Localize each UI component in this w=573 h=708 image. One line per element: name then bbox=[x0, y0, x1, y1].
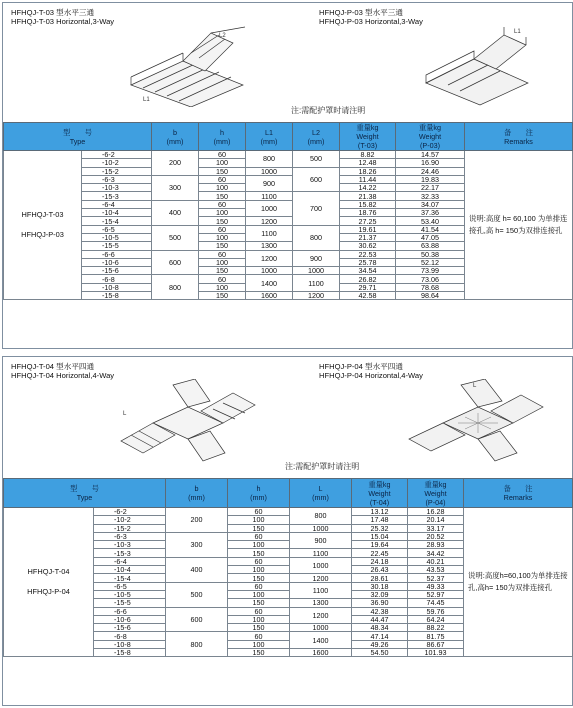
tee-tray-drawing bbox=[408, 25, 538, 107]
table-cell: -10-8 bbox=[82, 283, 152, 291]
type-cell bbox=[4, 151, 82, 300]
col-weight-p-header bbox=[396, 123, 465, 151]
header-text: b bbox=[194, 484, 199, 493]
table-cell: 100 bbox=[199, 184, 246, 192]
table-cell: 1000 bbox=[290, 557, 352, 574]
col-l1-header bbox=[246, 123, 293, 151]
table-cell: 47.05 bbox=[396, 233, 465, 241]
title-left-en: HFHQJ-T-03 Horizontal,3-Way bbox=[11, 17, 115, 26]
table-cell: 1100 bbox=[246, 225, 293, 242]
table-cell: 37.36 bbox=[396, 209, 465, 217]
table-cell: 150 bbox=[228, 574, 290, 582]
header-text: 备 注 bbox=[504, 127, 533, 137]
header-text: Weight bbox=[356, 132, 379, 141]
header-text: (mm) bbox=[213, 136, 231, 146]
table-cell: 60 bbox=[228, 582, 290, 590]
table-cell: 700 bbox=[293, 192, 340, 225]
table-cell: 1200 bbox=[293, 292, 340, 300]
table-cell: 800 bbox=[166, 632, 228, 657]
table-cell: -15-5 bbox=[82, 242, 152, 250]
table-cell: 26.82 bbox=[340, 275, 396, 283]
type-label: HFHQJ-T-03 bbox=[21, 210, 64, 220]
table-cell: -6-8 bbox=[82, 275, 152, 283]
table-cell: 26.43 bbox=[352, 566, 408, 574]
table-cell: 60 bbox=[228, 607, 290, 615]
header-text: (mm) bbox=[250, 493, 267, 502]
table-cell: 1000 bbox=[246, 200, 293, 217]
header-text: 重量kg bbox=[356, 123, 379, 132]
table-cell: -6-4 bbox=[94, 557, 166, 565]
table-cell: -6-6 bbox=[94, 607, 166, 615]
label-l-right: L bbox=[473, 383, 477, 389]
table-cell: 73.99 bbox=[396, 267, 465, 275]
title-right bbox=[319, 8, 423, 26]
table-cell: -10-6 bbox=[94, 615, 166, 623]
remark-cell-4way: 说明:高度h=60,100为单排连接孔,高h= 150为双排连接孔 bbox=[464, 508, 573, 657]
header-text: (P-04) bbox=[425, 497, 446, 507]
table-cell: 50.38 bbox=[396, 250, 465, 258]
table-cell: 54.50 bbox=[352, 649, 408, 657]
table-cell: 1300 bbox=[246, 242, 293, 250]
table-cell: 60 bbox=[228, 508, 290, 516]
table-cell: 81.75 bbox=[408, 632, 464, 640]
table-cell: 49.33 bbox=[408, 582, 464, 590]
table-cell: 47.14 bbox=[352, 632, 408, 640]
table-cell: 1600 bbox=[246, 292, 293, 300]
table-cell: 20.52 bbox=[408, 532, 464, 540]
table-cell: 25.78 bbox=[340, 258, 396, 266]
table-cell: 73.06 bbox=[396, 275, 465, 283]
col-remarks-header-4way bbox=[464, 479, 573, 508]
header-text: b bbox=[173, 127, 178, 137]
table-cell: 150 bbox=[199, 192, 246, 200]
table-cell: 1400 bbox=[290, 632, 352, 649]
table-cell: 150 bbox=[228, 599, 290, 607]
header-text: 重量kg bbox=[424, 479, 447, 489]
table-cell: 400 bbox=[152, 200, 199, 225]
table-cell: 101.93 bbox=[408, 649, 464, 657]
table-cell: 60 bbox=[199, 200, 246, 208]
col-weight-t-header-4way bbox=[352, 479, 408, 508]
table-cell: 19.64 bbox=[352, 541, 408, 549]
table-cell: -15-4 bbox=[82, 217, 152, 225]
table-cell: -10-3 bbox=[82, 184, 152, 192]
header-text: 重量kg bbox=[368, 479, 391, 489]
panel-3way bbox=[2, 2, 573, 349]
table-cell: 28.61 bbox=[352, 574, 408, 582]
header-text: 重量kg bbox=[419, 123, 441, 132]
table-cell: 600 bbox=[166, 607, 228, 632]
type-label: HFHQJ-P-04 bbox=[27, 587, 70, 597]
table-cell: -6-3 bbox=[94, 532, 166, 540]
table-cell: 74.45 bbox=[408, 599, 464, 607]
table-cell: 1100 bbox=[290, 549, 352, 557]
table-cell: 1000 bbox=[290, 524, 352, 532]
table-cell: -10-2 bbox=[94, 516, 166, 524]
table-cell: 15.82 bbox=[340, 200, 396, 208]
table-cell: 100 bbox=[228, 541, 290, 549]
type-label: HFHQJ-T-04 bbox=[27, 567, 70, 577]
table-cell: 21.38 bbox=[340, 192, 396, 200]
title-right-4way: HFHQJ-P-04 型水平四通 HFHQJ-P-04 Horizontal,4-Way bbox=[319, 362, 423, 380]
label-l1-right: L1 bbox=[514, 29, 521, 35]
table-cell: 40.21 bbox=[408, 557, 464, 565]
table-cell: 18.26 bbox=[340, 167, 396, 175]
table-cell: 41.54 bbox=[396, 225, 465, 233]
table-cell: 800 bbox=[290, 508, 352, 525]
table-cell: 63.88 bbox=[396, 242, 465, 250]
title-right-cn: HFHQJ-P-03 型水平三通 bbox=[319, 8, 403, 17]
table-cell: -15-8 bbox=[94, 649, 166, 657]
table-cell: 150 bbox=[228, 524, 290, 532]
table-cell: -15-2 bbox=[82, 167, 152, 175]
table-cell: 17.48 bbox=[352, 516, 408, 524]
header-text: Weight bbox=[368, 488, 391, 498]
table-cell: 100 bbox=[228, 640, 290, 648]
table-cell: 8.82 bbox=[340, 151, 396, 159]
table-cell: -6-2 bbox=[94, 508, 166, 516]
table-row bbox=[4, 151, 573, 159]
title-right-en: HFHQJ-P-03 Horizontal,3-Way bbox=[319, 17, 423, 26]
col-l2-header bbox=[293, 123, 340, 151]
table-cell: 150 bbox=[199, 292, 246, 300]
table-cell: -10-4 bbox=[94, 566, 166, 574]
table-cell: 600 bbox=[152, 250, 199, 275]
table-cell: 1100 bbox=[246, 192, 293, 200]
table-cell: 14.22 bbox=[340, 184, 396, 192]
table-cell: 11.44 bbox=[340, 175, 396, 183]
table-cell: 1200 bbox=[290, 607, 352, 624]
table-cell: 100 bbox=[199, 283, 246, 291]
table-cell: 100 bbox=[228, 516, 290, 524]
table-cell: 1100 bbox=[293, 275, 340, 292]
table-cell: 22.45 bbox=[352, 549, 408, 557]
table-cell: 32.33 bbox=[396, 192, 465, 200]
table-cell: 27.25 bbox=[340, 217, 396, 225]
remark-cell: 说明:高度 h= 60,100 为单排连接孔,高 h= 150为双排连接孔 bbox=[465, 151, 573, 300]
table-cell: 30.18 bbox=[352, 582, 408, 590]
table-cell: 34.42 bbox=[408, 549, 464, 557]
table-cell: -15-8 bbox=[82, 292, 152, 300]
panel-4way bbox=[2, 356, 573, 706]
table-cell: 64.24 bbox=[408, 615, 464, 623]
header-text: 型 号 bbox=[70, 484, 99, 493]
table-cell: 52.97 bbox=[408, 590, 464, 598]
table-cell: 150 bbox=[228, 624, 290, 632]
table-cell: 30.62 bbox=[340, 242, 396, 250]
table-cell: 1000 bbox=[290, 624, 352, 632]
table-cell: 200 bbox=[166, 508, 228, 533]
header-text: L1 bbox=[265, 127, 274, 137]
header-text: L bbox=[318, 484, 323, 493]
table-cell: 800 bbox=[293, 225, 340, 250]
table-cell: 42.58 bbox=[340, 292, 396, 300]
table-cell: 1200 bbox=[246, 217, 293, 225]
type-cell-4way bbox=[4, 508, 94, 657]
table-cell: -15-4 bbox=[94, 574, 166, 582]
table-cell: 52.37 bbox=[408, 574, 464, 582]
header-text: (mm) bbox=[188, 493, 205, 502]
table-cell: 13.12 bbox=[352, 508, 408, 516]
spec-table-4way bbox=[3, 478, 573, 657]
cross-tray-drawing bbox=[403, 379, 548, 463]
table-cell: 900 bbox=[246, 175, 293, 192]
title-left bbox=[11, 8, 114, 26]
table-cell: 500 bbox=[152, 225, 199, 250]
table-cell: 19.61 bbox=[340, 225, 396, 233]
col-b-header bbox=[152, 123, 199, 151]
table-cell: -6-8 bbox=[94, 632, 166, 640]
label-l2: L2 bbox=[219, 33, 226, 39]
table-cell: 14.57 bbox=[396, 151, 465, 159]
table-cell: 100 bbox=[199, 258, 246, 266]
table-cell: 100 bbox=[199, 233, 246, 241]
table-cell: 60 bbox=[199, 275, 246, 283]
title-left-4way: HFHQJ-T-04 型水平四通 HFHQJ-T-04 Horizontal,4-Way bbox=[11, 362, 115, 380]
label-l1: L1 bbox=[143, 97, 150, 103]
table-cell: -15-6 bbox=[82, 267, 152, 275]
table-cell: -15-3 bbox=[82, 192, 152, 200]
cross-ladder-drawing bbox=[113, 379, 263, 463]
table-cell: 500 bbox=[166, 582, 228, 607]
col-l-header-4way bbox=[290, 479, 352, 508]
table-cell: 1000 bbox=[246, 167, 293, 175]
table-cell: 300 bbox=[166, 532, 228, 557]
header-text: (mm) bbox=[312, 493, 329, 502]
table-cell: 900 bbox=[293, 250, 340, 267]
table-cell: 18.76 bbox=[340, 209, 396, 217]
header-text: (T-04) bbox=[369, 497, 390, 507]
col-remarks-header bbox=[465, 123, 573, 151]
col-h-header-4way bbox=[228, 479, 290, 508]
col-type-header-4way bbox=[4, 479, 166, 508]
note-text-4way: 注:需配护罩时请注明 bbox=[285, 462, 360, 471]
table-cell: 60 bbox=[228, 632, 290, 640]
table-cell: 49.26 bbox=[352, 640, 408, 648]
table-cell: -10-8 bbox=[94, 640, 166, 648]
table-cell: 29.71 bbox=[340, 283, 396, 291]
table-cell: 100 bbox=[228, 566, 290, 574]
table-cell: 900 bbox=[290, 532, 352, 549]
header-text: Type bbox=[76, 493, 93, 502]
table-cell: 43.53 bbox=[408, 566, 464, 574]
header-text: h bbox=[220, 127, 225, 137]
table-cell: 150 bbox=[199, 167, 246, 175]
table-cell: 19.83 bbox=[396, 175, 465, 183]
header-text: (mm) bbox=[260, 136, 278, 146]
table-cell: 34.07 bbox=[396, 200, 465, 208]
table-cell: 59.76 bbox=[408, 607, 464, 615]
header-text: L2 bbox=[312, 127, 321, 137]
table-cell: 1200 bbox=[290, 574, 352, 582]
table-cell: 800 bbox=[152, 275, 199, 300]
table-cell: 15.04 bbox=[352, 532, 408, 540]
header-text: (P-03) bbox=[420, 141, 440, 150]
table-cell: 53.40 bbox=[396, 217, 465, 225]
col-h-header bbox=[199, 123, 246, 151]
table-cell: 98.64 bbox=[396, 292, 465, 300]
table-cell: -6-6 bbox=[82, 250, 152, 258]
table-cell: 33.17 bbox=[408, 524, 464, 532]
table-cell: -15-3 bbox=[94, 549, 166, 557]
table-row bbox=[4, 508, 573, 516]
table-cell: -10-2 bbox=[82, 159, 152, 167]
table-cell: 52.12 bbox=[396, 258, 465, 266]
table-cell: -6-4 bbox=[82, 200, 152, 208]
table-cell: -15-5 bbox=[94, 599, 166, 607]
table-cell: 60 bbox=[228, 532, 290, 540]
table-cell: 100 bbox=[228, 615, 290, 623]
col-type-header bbox=[4, 123, 152, 151]
table-cell: 150 bbox=[199, 242, 246, 250]
table-cell: 20.14 bbox=[408, 516, 464, 524]
table-cell: 500 bbox=[293, 151, 340, 168]
table-cell: 100 bbox=[199, 159, 246, 167]
table-cell: 88.22 bbox=[408, 624, 464, 632]
header-text: (mm) bbox=[307, 136, 325, 146]
table-cell: -10-6 bbox=[82, 258, 152, 266]
table-cell: 36.90 bbox=[352, 599, 408, 607]
table-cell: 42.38 bbox=[352, 607, 408, 615]
table-cell: -10-3 bbox=[94, 541, 166, 549]
header-text: 备 注 bbox=[503, 484, 533, 493]
table-cell: -10-5 bbox=[82, 233, 152, 241]
type-label: HFHQJ-P-03 bbox=[21, 230, 64, 240]
col-weight-t-header bbox=[340, 123, 396, 151]
table-cell: 86.67 bbox=[408, 640, 464, 648]
table-cell: 22.53 bbox=[340, 250, 396, 258]
table-cell: 150 bbox=[199, 267, 246, 275]
col-weight-p-header-4way bbox=[408, 479, 464, 508]
table-cell: 12.48 bbox=[340, 159, 396, 167]
table-cell: 16.90 bbox=[396, 159, 465, 167]
spec-table-3way bbox=[3, 122, 573, 300]
table-cell: 44.47 bbox=[352, 615, 408, 623]
table-cell: 32.09 bbox=[352, 590, 408, 598]
header-text: Type bbox=[69, 136, 86, 146]
header-text: Remarks bbox=[504, 136, 533, 146]
header-text: h bbox=[256, 484, 261, 493]
table-cell: 1100 bbox=[290, 582, 352, 599]
note-text: 注:需配护罩时请注明 bbox=[291, 106, 366, 115]
table-cell: -6-5 bbox=[82, 225, 152, 233]
tee-ladder-drawing bbox=[123, 25, 253, 107]
table-cell: 28.93 bbox=[408, 541, 464, 549]
header-text: 型 号 bbox=[63, 127, 92, 137]
table-cell: 48.34 bbox=[352, 624, 408, 632]
table-cell: 78.68 bbox=[396, 283, 465, 291]
table-cell: 600 bbox=[293, 167, 340, 192]
table-cell: 1200 bbox=[246, 250, 293, 267]
title-left-cn: HFHQJ-T-03 型水平三通 bbox=[11, 8, 95, 17]
header-text: (T-03) bbox=[357, 141, 378, 150]
table-cell: 21.37 bbox=[340, 233, 396, 241]
table-cell: 1600 bbox=[290, 649, 352, 657]
table-cell: -10-4 bbox=[82, 209, 152, 217]
table-cell: 60 bbox=[199, 175, 246, 183]
table-cell: 60 bbox=[228, 557, 290, 565]
label-l: L bbox=[123, 411, 127, 417]
table-cell: 34.54 bbox=[340, 267, 396, 275]
table-cell: 16.28 bbox=[408, 508, 464, 516]
table-cell: -15-6 bbox=[94, 624, 166, 632]
header-text: Remarks bbox=[503, 493, 533, 502]
header-text: Weight bbox=[424, 488, 447, 498]
table-cell: 150 bbox=[228, 649, 290, 657]
table-cell: 24.18 bbox=[352, 557, 408, 565]
table-cell: 1300 bbox=[290, 599, 352, 607]
table-cell: 100 bbox=[228, 590, 290, 598]
table-cell: 1000 bbox=[246, 267, 293, 275]
table-cell: 1000 bbox=[293, 267, 340, 275]
header-text: (mm) bbox=[166, 136, 184, 146]
table-cell: -6-2 bbox=[82, 151, 152, 159]
table-cell: -10-5 bbox=[94, 590, 166, 598]
table-cell: 24.46 bbox=[396, 167, 465, 175]
table-cell: 300 bbox=[152, 175, 199, 200]
table-cell: 400 bbox=[166, 557, 228, 582]
table-cell: 200 bbox=[152, 151, 199, 176]
table-cell: 1400 bbox=[246, 275, 293, 292]
table-cell: 25.32 bbox=[352, 524, 408, 532]
table-cell: 60 bbox=[199, 225, 246, 233]
table-cell: -6-3 bbox=[82, 175, 152, 183]
table-cell: 150 bbox=[199, 217, 246, 225]
table-cell: 60 bbox=[199, 250, 246, 258]
table-cell: -6-5 bbox=[94, 582, 166, 590]
header-text: Weight bbox=[418, 132, 442, 141]
table-cell: 60 bbox=[199, 151, 246, 159]
col-b-header-4way bbox=[166, 479, 228, 508]
table-cell: 22.17 bbox=[396, 184, 465, 192]
table-cell: -15-2 bbox=[94, 524, 166, 532]
table-cell: 800 bbox=[246, 151, 293, 168]
table-cell: 100 bbox=[199, 209, 246, 217]
table-cell: 150 bbox=[228, 549, 290, 557]
